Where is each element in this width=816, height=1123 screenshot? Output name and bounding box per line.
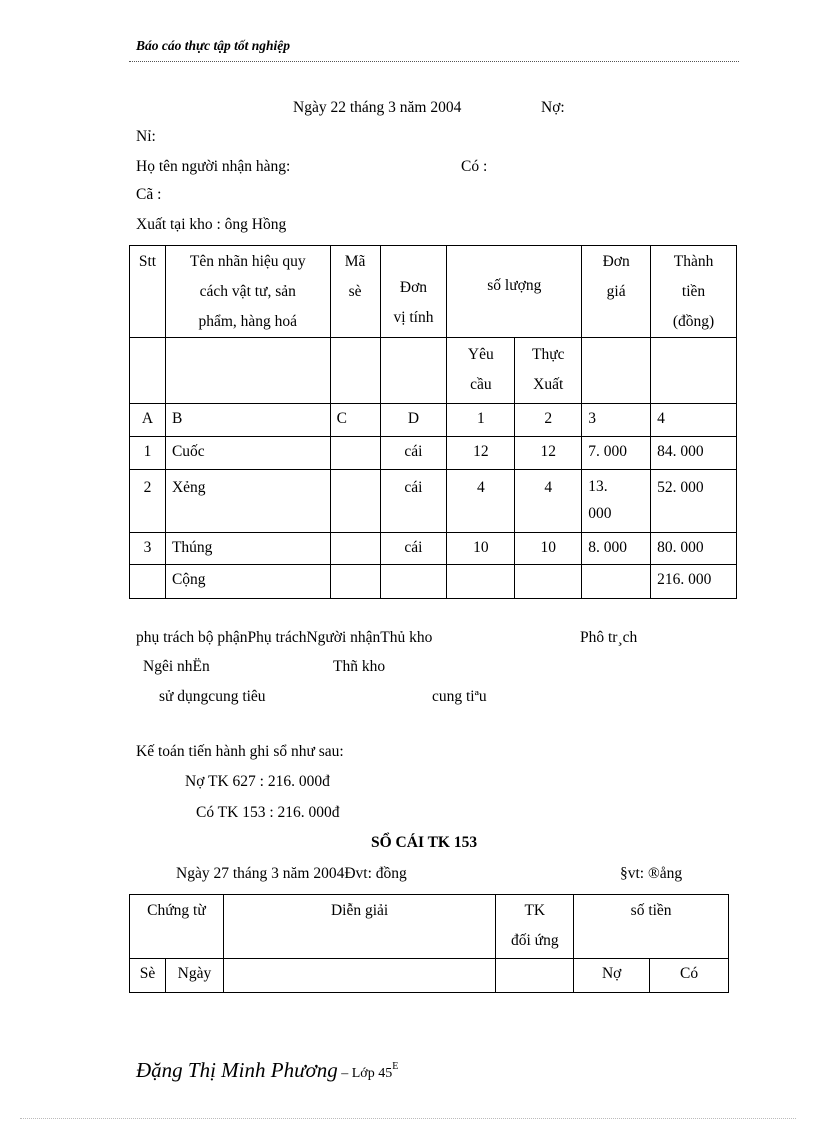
footer-class: Lớp 45 xyxy=(351,1066,393,1081)
table-row: 1 Cuốc cái 12 12 7. 000 84. 000 xyxy=(130,437,737,470)
col-name: Tên nhãn hiệu quy cách vật tư, sản phẩm, hàng hoá xyxy=(165,246,330,338)
report-header: Báo cáo thực tập tốt nghiệp xyxy=(136,38,290,53)
signature-line-3: sử dụngcung tiêu xyxy=(159,688,266,705)
accounting-credit: Có TK 153 : 216. 000đ xyxy=(196,804,340,821)
ca-label: Cã : xyxy=(136,186,162,203)
ledger-unit-right: §vt: ®ång xyxy=(620,865,683,882)
signature-receiver: Ngêi nhËn xyxy=(143,658,210,675)
col-tk: TK đối ứng xyxy=(496,895,574,959)
slip-date: Ngày 22 tháng 3 năm 2004 xyxy=(293,99,462,116)
accounting-debit: Nợ TK 627 : 216. 000đ xyxy=(185,773,330,790)
col-price: Đơn giá xyxy=(582,246,651,338)
col-unit: Đơn vị tính xyxy=(380,246,447,338)
goods-issue-table xyxy=(129,245,737,599)
ni-label: Nỉ: xyxy=(136,128,156,145)
table-letter-row: A B C D 1 2 3 4 xyxy=(130,404,737,437)
table-subheader-row xyxy=(130,338,737,404)
warehouse-line: Xuất tại kho : ông Hồng xyxy=(136,216,287,233)
debit-label: Nợ: xyxy=(541,99,565,116)
signature-line-1-right: Phô tr¸ch xyxy=(580,629,638,646)
header-divider xyxy=(129,61,739,62)
table-row: 2 Xẻng cái 4 4 13. 000 52. 000 xyxy=(130,470,737,533)
accounting-intro: Kế toán tiến hành ghi sổ như sau: xyxy=(136,743,344,760)
credit-label: Có : xyxy=(461,158,488,175)
signature-line-3-right: cung tiªu xyxy=(432,688,487,705)
footer-author: Đặng Thị Minh Phương – Lớp $45^E$ xyxy=(136,1058,399,1082)
signature-line-1: phụ trách bộ phậnPhụ tráchNgười nhậnThủ kho xyxy=(136,629,433,646)
col-qty-required: Yêu cầu xyxy=(447,338,515,404)
footer-divider xyxy=(20,1118,796,1119)
col-qty: số lượng xyxy=(447,246,582,338)
table-total-row: Cộng 216. 000 xyxy=(130,565,737,599)
ledger-subheader-row: Sè Ngày Nợ Có xyxy=(130,959,729,993)
col-description: Diễn giải xyxy=(223,895,495,959)
col-voucher: Chứng từ xyxy=(130,895,224,959)
col-amount: Thành tiền (đồng) xyxy=(651,246,737,338)
table-header-row xyxy=(130,246,737,338)
col-qty-actual: Thực Xuất xyxy=(515,338,582,404)
ledger-title: SỔ CÁI TK 153 xyxy=(371,834,478,851)
col-stt: Stt xyxy=(130,246,166,338)
receiver-label: Họ tên người nhận hàng: xyxy=(136,158,291,175)
signature-storekeeper: Thñ kho xyxy=(333,658,386,675)
table-row: 3 Thúng cái 10 10 8. 000 80. 000 xyxy=(130,533,737,565)
ledger-date-unit: Ngày 27 tháng 3 năm 2004Đvt: đồng xyxy=(176,865,407,882)
col-code: Mã sè xyxy=(330,246,380,338)
ledger-table xyxy=(129,894,729,993)
col-amount: số tiền xyxy=(574,895,729,959)
ledger-header-row xyxy=(130,895,729,959)
